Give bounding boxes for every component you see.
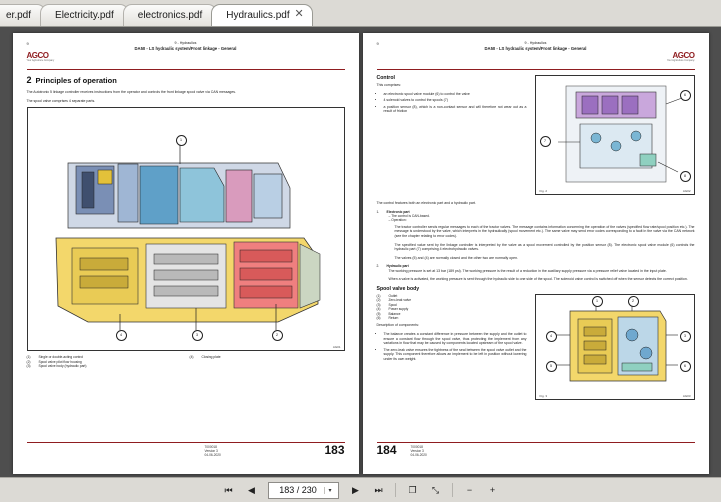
legend-key: (1) — [26, 355, 31, 360]
callout-8: 8 — [680, 171, 691, 182]
footer-rule — [27, 442, 345, 443]
zoom-in-icon[interactable]: + — [489, 485, 496, 495]
legend-key: (2) — [376, 298, 381, 303]
legend-right — [190, 355, 345, 368]
footer-date: 04-06-2020 — [410, 453, 427, 457]
item-body: When a valve is activated, the working pressure is sent through the hydraulic side to one side of the spool. The solenoid valve control is switched off when the sensor detects the correct position. — [388, 277, 688, 282]
section-title: Principles of operation — [35, 76, 117, 85]
figure-artwork — [28, 108, 345, 350]
column-text — [377, 75, 527, 195]
legend-text: Zero-leak valve — [388, 298, 412, 303]
page-number-input[interactable] — [268, 482, 339, 499]
figure-artwork — [536, 295, 694, 399]
page-footer-left — [27, 442, 345, 464]
item-title: Electronic part — [386, 209, 410, 214]
legend-text: Power supply — [388, 307, 409, 312]
bullet-item: • an electronic spool valve module (6) to control the valve — [384, 92, 527, 97]
page-footer-right — [377, 442, 695, 464]
tab-bar — [0, 0, 721, 27]
legend-key: (5) — [376, 311, 381, 316]
header-rule — [377, 69, 695, 70]
spool-heading: Spool valve body — [376, 285, 420, 292]
legend-item — [190, 355, 345, 359]
item-body: The specified value sent by the linkage controller is interpreted by the valve as a spool movement controlled by the position sensor (8). The electronic spool valve module (6) controls the hydraulic part (7) comprising 4 electrohydraulic valves. — [394, 242, 695, 252]
bullet-item: • a position sensor (8), which is a non-contact sensor and will therefore not wear out as a result of friction — [384, 105, 527, 114]
item-title: Hydraulic part — [386, 264, 409, 269]
mid-paragraph: The control features both an electronic part and a hydraulic part. — [376, 201, 476, 205]
legend-text: Spool valve body (hydraulic part) — [38, 364, 87, 368]
footer-doc-id: 7000018 — [204, 445, 217, 449]
callout-6: 6 — [680, 90, 691, 101]
tab-label: Hydraulics.pdf — [226, 10, 290, 21]
logo-subtext: Your Agriculture Company — [666, 59, 695, 62]
paragraph-1: The Autotronic 5 linkage controller receives instructions from the operator and controls the front linkage spool valve via CAN messages. — [26, 90, 237, 94]
header-title: DA50 - LS hydraulic system/Front linkage - General — [484, 46, 587, 51]
components-list — [377, 332, 527, 362]
chevron-down-icon[interactable]: ▾ — [324, 487, 335, 494]
callout-4: 4 — [116, 330, 127, 341]
page-body-left — [27, 75, 345, 440]
figure-label: Fig. 3 — [539, 393, 548, 398]
numbered-section-1 — [377, 210, 695, 261]
callout-4: 4 — [546, 331, 557, 342]
page-marker: 9 — [376, 41, 379, 46]
tab-2[interactable] — [123, 4, 217, 26]
first-page-icon[interactable]: ⏮ — [224, 484, 233, 495]
column-spool-text — [377, 294, 527, 400]
viewer-toolbar — [0, 477, 721, 502]
callout-7: 7 — [540, 136, 551, 147]
callout-6: 6 — [680, 361, 691, 372]
tab-label: Electricity.pdf — [55, 10, 114, 21]
legend-left — [27, 355, 182, 368]
figure-id: AG01 — [332, 345, 341, 350]
numbered-section-2 — [377, 264, 695, 282]
page-header-right — [363, 41, 709, 71]
item-body: The working pressure is set at 13 bar (189 psi). The working pressure is the result of a reduction in the auxiliary supply pressure via a pressure relief valve located in the input plate. — [388, 268, 667, 273]
figure-id: AG03 — [682, 393, 691, 398]
toolbar-separator — [452, 483, 453, 497]
footer-version: Version 3 — [410, 449, 424, 453]
item-line: – The control is CAN-based. — [388, 214, 430, 218]
control-heading: Control — [376, 75, 395, 81]
legend-item — [27, 364, 182, 368]
tab-label: er.pdf — [6, 10, 32, 21]
callout-2: 2 — [272, 330, 283, 341]
pdf-page-right — [363, 33, 709, 474]
header-section: 9 - Hydraulics — [174, 41, 197, 45]
figure-spool-valve-body — [535, 294, 695, 400]
header-rule — [27, 69, 345, 70]
control-bullets — [377, 92, 527, 114]
legend-text: Return — [388, 316, 399, 320]
legend-text: Outlet — [388, 293, 398, 298]
last-page-icon[interactable]: ⏭ — [374, 484, 383, 495]
legend-key: (1) — [376, 293, 381, 298]
legend-text: Single or double-acting control — [38, 355, 84, 360]
fit-page-icon[interactable]: ❐ — [408, 484, 417, 495]
item-body: The tractor controller sends regular messages to each of the tractor valves. The message contains information concerning the operation of the valves (specified flow rate/spool position etc.). The message is understood by the valve, which interprets in the hydraulically (spool movement etc.). The same valve may send error codes corresponding to a fault in the valve via the CAN network (see the chapter relating to error codes). — [394, 224, 695, 238]
agco-logo — [27, 51, 73, 65]
footer-rule — [377, 442, 695, 443]
footer-date: 04-06-2020 — [204, 453, 221, 457]
legend-key: (3) — [376, 302, 381, 307]
bullet-item: • 4 solenoid valves to control the spools (7) — [384, 98, 527, 103]
footer-doc-info — [411, 445, 427, 457]
pdf-viewer[interactable] — [0, 27, 721, 477]
fit-width-icon[interactable]: ⤡ — [431, 484, 440, 495]
tab-1[interactable] — [40, 4, 129, 26]
folio-number: 184 — [376, 443, 397, 457]
prev-page-icon[interactable]: ◀ — [248, 484, 255, 495]
column-figure — [535, 75, 695, 195]
callout-3: 3 — [192, 330, 203, 341]
figure-spool-valve-assembly — [27, 107, 345, 351]
item-number: 1. — [376, 209, 380, 214]
page-header-left — [13, 41, 359, 71]
control-intro: This comprises: — [376, 83, 402, 87]
callout-3: 3 — [680, 331, 691, 342]
paragraph-2: The spool valve comprises 4 separate parts. — [26, 98, 96, 103]
page-body-right — [377, 75, 695, 440]
legend-text: Balance — [388, 311, 401, 316]
footer-doc-info — [205, 445, 221, 457]
logo-subtext: Your Agriculture Company — [26, 59, 55, 62]
toolbar-separator — [395, 483, 396, 497]
page-number-value: 183 / 230 — [279, 485, 317, 495]
legend-text: Spool valve pilot flow housing — [38, 359, 82, 364]
component-item: • The zero-leak valve ensures the tightness of the seal between the spool valve outlet and the supply. This component therefore allows an implement to be left in position without lowering under its own weight. — [384, 348, 527, 362]
tab-label: electronics.pdf — [137, 10, 203, 21]
header-title: DA50 - LS hydraulic system/Front linkage - General — [134, 46, 237, 51]
legend-text: Spool — [388, 302, 397, 307]
legend-key: (2) — [26, 359, 31, 364]
item-line: – Operation: — [388, 218, 407, 223]
callout-1: 1 — [592, 296, 603, 307]
footer-version: Version 3 — [204, 449, 218, 453]
legend-key: (6) — [376, 316, 381, 320]
zoom-out-icon[interactable]: − — [466, 485, 473, 495]
header-section: 9 - Hydraulics — [524, 41, 547, 45]
page-marker: 9 — [26, 41, 29, 46]
components-heading: Description of components: — [376, 323, 419, 328]
footer-doc-id: 7000018 — [410, 445, 423, 449]
legend-item — [377, 316, 527, 320]
legend-text: Closing plate — [201, 355, 221, 360]
close-icon[interactable]: ✕ — [294, 8, 304, 20]
folio-number: 183 — [324, 443, 345, 457]
legend-key: (4) — [189, 355, 194, 360]
tab-3-active[interactable] — [211, 4, 312, 26]
legend-key: (4) — [376, 307, 381, 312]
logo-text: AGCO — [26, 51, 49, 60]
figure-electronic-module — [535, 75, 695, 195]
agco-logo — [649, 51, 695, 65]
item-number: 2. — [376, 264, 380, 269]
legend-key: (3) — [26, 364, 31, 368]
figure-artwork — [536, 76, 694, 194]
figure-label: Fig. 2 — [539, 189, 548, 193]
callout-1: 1 — [176, 135, 187, 146]
component-item: • The balance creates a constant difference in pressure between the supply and the outlet to ensure a constant flow through the spool valve, thus protecting the implement from any variations in flow that may be caused by components located upstream of the spool valve. — [384, 332, 527, 346]
next-page-icon[interactable]: ▶ — [352, 484, 359, 495]
section-number: 2 — [26, 75, 32, 85]
item-body: The valves (5) and (4) are normally closed and the other two are normally open. — [394, 255, 519, 260]
figure-id: AG02 — [682, 189, 691, 193]
column-spool-figure — [535, 294, 695, 400]
callout-2: 2 — [628, 296, 639, 307]
pdf-page-left — [13, 33, 359, 474]
logo-text: AGCO — [672, 51, 695, 60]
callout-5: 5 — [546, 361, 557, 372]
